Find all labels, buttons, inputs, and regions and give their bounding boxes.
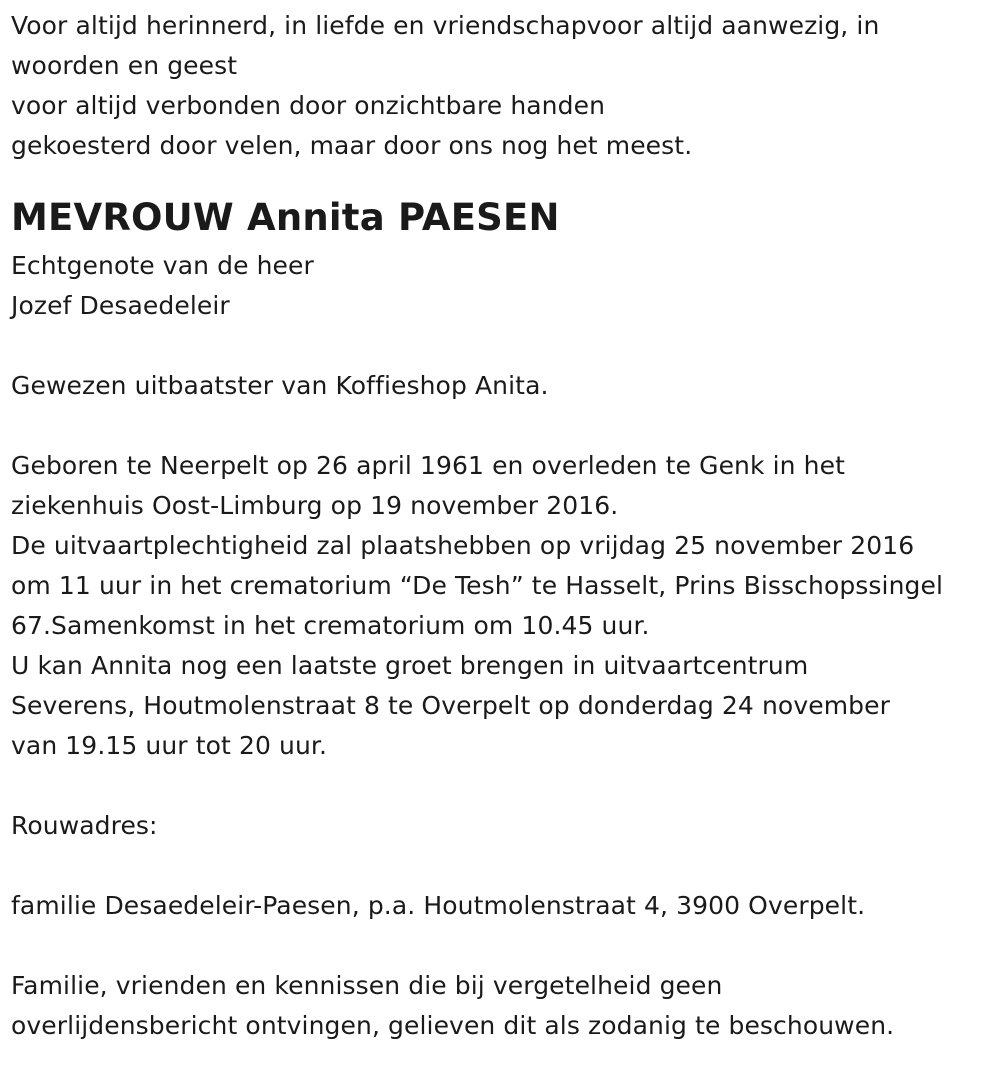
poem-line: gekoesterd door velen, maar door ons nog het meest. — [11, 131, 693, 160]
details-line: De uitvaartplechtigheid zal plaatshebben op vrijdag 25 november 2016 — [11, 531, 915, 560]
deceased-name: MEVROUW Annita PAESEN — [11, 196, 560, 239]
details-line: om 11 uur in het crematorium “De Tesh” te Hasselt, Prins Bisschopssingel — [11, 571, 944, 600]
divider-space — [11, 766, 988, 806]
details-line: ziekenhuis Oost-Limburg op 19 november 2016. — [11, 491, 619, 520]
funeral-details — [11, 446, 988, 766]
details-line: 67.Samenkomst in het crematorium om 10.45 uur. — [11, 611, 650, 640]
details-line: Geboren te Neerpelt op 26 april 1961 en overleden te Genk in het — [11, 451, 845, 480]
poem — [11, 6, 988, 166]
closing-note — [11, 966, 988, 1046]
poem-line: woorden en geest — [11, 51, 238, 80]
divider-space — [11, 406, 988, 446]
details-line: van 19.15 uur tot 20 uur. — [11, 731, 328, 760]
mourning-address: familie Desaedeleir-Paesen, p.a. Houtmolenstraat 4, 3900 Overpelt. — [11, 891, 866, 920]
divider-space — [11, 326, 988, 366]
details-line: U kan Annita nog een laatste groet brengen in uitvaartcentrum — [11, 651, 809, 680]
divider-space — [11, 166, 988, 190]
divider-space — [11, 846, 988, 886]
occupation: Gewezen uitbaatster van Koffieshop Anita. — [11, 371, 549, 400]
mourning-address-label: Rouwadres: — [11, 811, 158, 840]
divider-space — [11, 926, 988, 966]
spouse-line: Echtgenote van de heer — [11, 251, 314, 280]
spouse-line: Jozef Desaedeleir — [11, 291, 230, 320]
poem-line: Voor altijd herinnerd, in liefde en vriendschapvoor altijd aanwezig, in — [11, 11, 880, 40]
details-line: Severens, Houtmolenstraat 8 te Overpelt op donderdag 24 november — [11, 691, 890, 720]
closing-line: Familie, vrienden en kennissen die bij vergetelheid geen — [11, 971, 723, 1000]
spouse-info — [11, 246, 988, 326]
closing-line: overlijdensbericht ontvingen, gelieven dit als zodanig te beschouwen. — [11, 1011, 895, 1040]
poem-line: voor altijd verbonden door onzichtbare handen — [11, 91, 606, 120]
